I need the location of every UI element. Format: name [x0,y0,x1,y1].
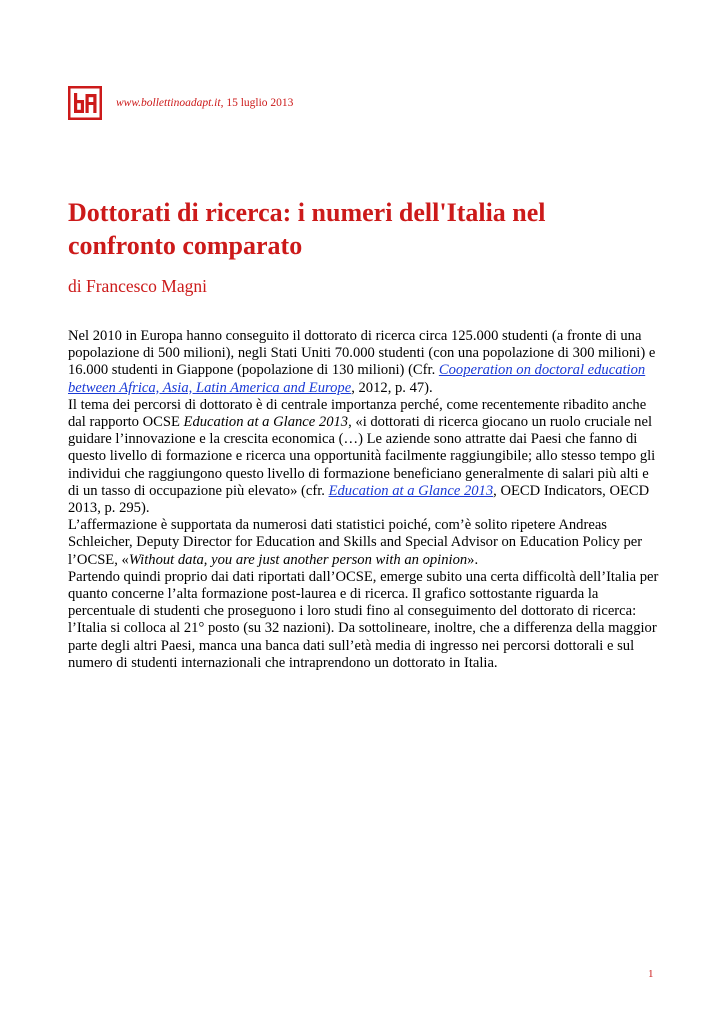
publication-date: , 15 luglio 2013 [220,97,294,109]
cooperation-doctoral-education-link[interactable]: Cooperation on doctoral education between Africa, Asia, Latin America and Europe [68,362,646,396]
paragraph-2-text-a: Il tema dei percorsi di dottorato è di centrale importanza perché, come recentemente ribadito anche dal rapporto OCSE [68,396,647,431]
paragraph-4-text: Partendo quindi proprio dai dati riportati dall’OCSE, emerge subito una certa difficoltà dell’Italia per quanto concerne l’alta formazione post-laurea e di ricerca. Il grafico sottostante riguarda la percentuale di studenti che proseguono i loro studi fino al conseguimento del dottorato di ricerca: l’Italia si colloca al 21° posto (su 32 nazioni). Da sottolineare, inoltre, che a differenza della maggior parte degli altri Paesi, manca una banca dati sull’età media di ingresso nei percorsi dottorali e sul numero di studenti internazionali che intraprendono un dottorato in Italia. [68,568,659,671]
bollettino-adapt-logo[interactable] [68,86,102,120]
article-author: di Francesco Magni [68,276,207,296]
paragraph-2-text-b: , «i dottorati di ricerca giocano un ruolo cruciale nel guidare l’innovazione e la crescita economica (…) Le aziende sono attratte dai Paesi che fanno di questo livello di formazione e ricerca una opportunità facilmente raggiungibile; allo stesso tempo gli individui che raggiungono questo livello di formazione beneficiano generalmente di salari più alti e di un tasso di occupazione più elevato» (cfr. [68,414,656,499]
site-link[interactable]: www.bollettinoadapt.it [116,97,221,109]
paragraph-2-text-c: , OECD Indicators, OECD 2013, p. 295). [68,482,650,517]
paragraph-1-text-a: Nel 2010 in Europa hanno conseguito il dottorato di ricerca circa 125.000 studenti (a fronte di una popolazione di 500 milioni), negli Stati Uniti 70.000 studenti (con una popolazione di 300 milioni) e 16.000 studenti in Giappone (popolazione di 130 milioni) (Cfr. [68,328,656,379]
paragraph-3 [68,517,660,569]
article-title: Dottorati di ricerca: i numeri dell'Italia nel confronto comparato [68,198,546,260]
page-number: 1 [648,968,654,980]
document-header [68,86,293,120]
paragraph-4 [68,569,660,672]
logo-mark [68,86,102,120]
header-text [116,96,293,110]
paragraph-3-text-a: L’affermazione è supportata da numerosi dati statistici poiché, com’è solito ripetere Andreas Schleicher, Deputy Director for Education and Skills and Special Advisor on Education Policy per l’OCSE, « [68,517,643,568]
paragraph-1-text-b: , 2012, p. 47). [351,379,433,396]
education-at-a-glance-link[interactable]: Education at a Glance 2013 [328,482,494,499]
report-title-emphasis: Education at a Glance 2013 [183,414,349,431]
paragraph-1 [68,328,660,397]
article-body [68,328,660,672]
quote-emphasis: Without data, you are just another person with an opinion [128,551,468,568]
paragraph-3-text-b: ». [467,551,479,568]
paragraph-2 [68,397,660,517]
